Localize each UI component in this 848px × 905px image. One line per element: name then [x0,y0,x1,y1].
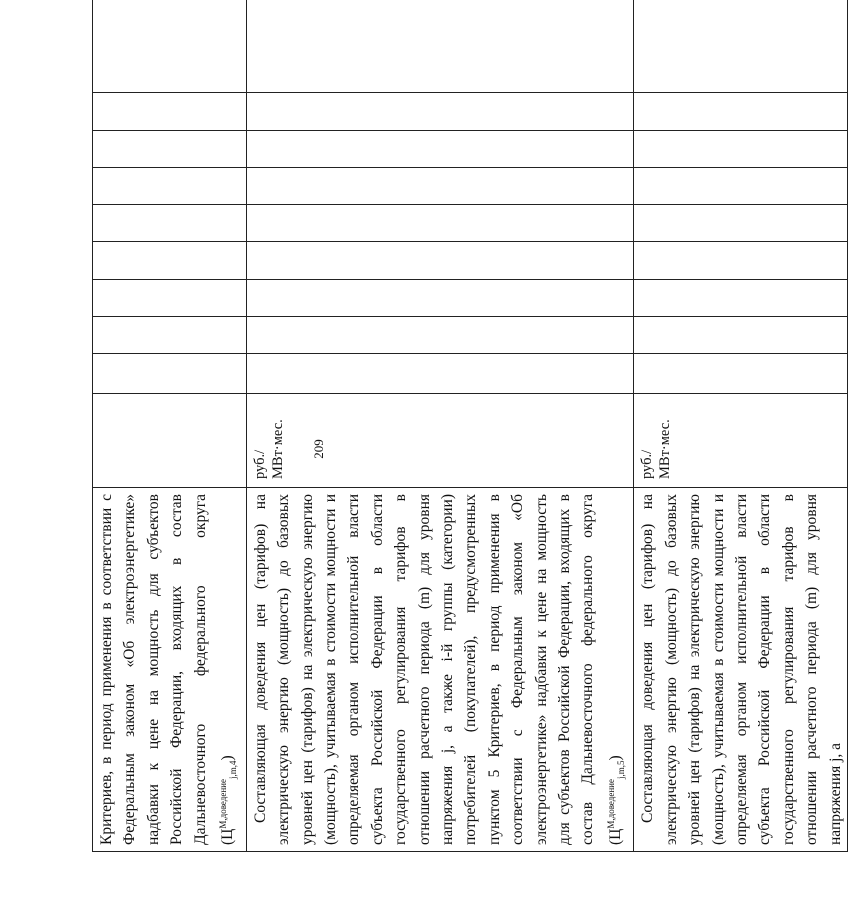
value-cell [634,0,848,93]
value-cell [93,354,247,394]
value-cell [246,0,634,93]
value-cell [246,93,634,131]
unit-cell: руб./ МВт·мес. [246,394,634,488]
value-cell [634,280,848,317]
description-text: Составляющая доведения цен (тарифов) на электрическую энергию (мощность) до базовых уровней цен (тарифов) на электрическую энергию (мощность), учитываемая в стоимости мощности и определяемая органом исполнительной власти субъекта Российской Федерации в области государственного регулирования тарифов в отношении расчетного периода (m) для уровня напряжения j, а также i-й группы (категории) потребителей (покупателей), предусмотренных пунктом 5 Критериев, в период применения в соответствии с Федеральным законом «Об электроэнергетике» надбавки к цене на мощность для субъектов Российской Федерации, входящих в состав Дальневосточного федерального округа ( [251,494,624,845]
value-cell [246,280,634,317]
table-row [246,0,634,852]
value-cell [634,242,848,280]
value-cell [246,317,634,354]
table-row [634,0,848,852]
unit-cell: руб./ МВт·мес. [634,394,848,488]
value-cell [634,131,848,168]
value-cell [634,205,848,242]
value-cell [634,168,848,205]
value-cell [246,131,634,168]
description-cell [634,488,848,852]
formula-symbol: $Ц^{М,доведение}_{j,m,5}$ [605,760,627,840]
value-cell [246,354,634,394]
formula-symbol: $Ц^{М,доведение}_{j,m,4}$ [218,760,239,840]
page-number: 209 [311,439,326,459]
rotated-table-wrapper [92,60,844,852]
value-cell [93,317,247,354]
value-cell [634,317,848,354]
value-cell [93,280,247,317]
description-text: Критериев, в период применения в соответствии с Федеральным законом «Об электроэнергетике» надбавки к цене на мощность для субъектов Российской Федерации, входящих в состав Дальневосточного федерального округа ( [98,494,237,845]
table-row [93,0,247,852]
description-text: Составляющая доведения цен (тарифов) на электрическую энергию (мощность) до базовых уровней цен (тарифов) на электрическую энергию (мощность), учитываемая в стоимости мощности и определяемая органом исполнительной власти субъекта Российской Федерации в области государственного регулирования тарифов в отношении расчетного периода (m) для уровня напряжения j, а [639,494,844,845]
value-cell [634,93,848,131]
value-cell [246,205,634,242]
value-cell [93,131,247,168]
value-cell [246,242,634,280]
tariff-table [92,0,848,852]
value-cell [93,242,247,280]
unit-cell [93,394,247,488]
value-cell [246,168,634,205]
value-cell [93,0,247,93]
description-cell: Составляющая доведения цен (тарифов) на электрическую энергию (мощность) до базовых уровней цен (тарифов) на электрическую энергию (мощность), учитываемая в стоимости мощности и определяемая органом исполнительной власти субъекта Российской Федерации в области государственного регулирования тарифов в отношении расчетного периода (m) для уровня напряжения j, а также i-й группы (категории) потребителей (покупателей), предусмотренных пунктом 5 Критериев, в период применения в соответствии с Федеральным законом «Об электроэнергетике» надбавки к цене на мощность для субъектов Российской Федерации, входящих в состав Дальневосточного федерального округа $(Ц^{М,доведение}_{j,m,5})$ [246,488,634,852]
value-cell [634,354,848,394]
description-cell: Критериев, в период применения в соответствии с Федеральным законом «Об электроэнергетике» надбавки к цене на мощность для субъектов Российской Федерации, входящих в состав Дальневосточного федерального округа $(Ц^{М,доведение}_{j,m,4})$ [93,488,247,852]
value-cell [93,205,247,242]
value-cell [93,168,247,205]
value-cell [93,93,247,131]
